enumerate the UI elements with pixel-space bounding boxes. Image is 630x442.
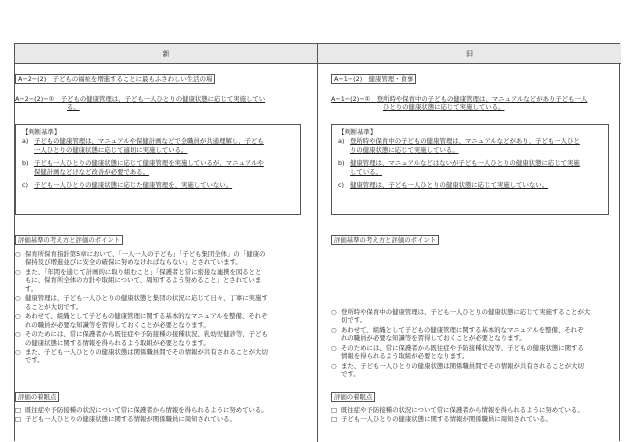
- point-line: 保持及び増進並びに安全の確保に努めなければならない」とされています。: [25, 258, 242, 267]
- bullet-icon: ○: [15, 312, 21, 321]
- point-line: れの職員が必要な知識等を習得しておくことが必要となります。: [341, 334, 526, 343]
- point-item: [331, 308, 615, 325]
- eval-heading-old: 評価の着眼点: [331, 392, 375, 402]
- criteria-title-new: 【判断基準】: [22, 128, 61, 136]
- eval-text: 既往症や予防接種の状況について常に保護者から情報を得られるように努めている。: [25, 406, 268, 414]
- point-text: [25, 312, 313, 329]
- bullet-icon: ○: [15, 330, 21, 339]
- criteria-label: a): [22, 137, 29, 146]
- point-item: [15, 312, 313, 329]
- point-line: です。: [341, 370, 360, 379]
- criteria-text: [350, 137, 602, 154]
- criteria-text: [34, 181, 294, 189]
- point-item: [15, 250, 313, 267]
- criteria-text: [34, 159, 294, 176]
- criteria-label: a): [338, 137, 345, 146]
- checkbox-icon: □: [15, 415, 22, 424]
- bullet-icon: ○: [15, 347, 21, 356]
- bullet-icon: ○: [15, 294, 21, 303]
- criteria-line: 子ども一人ひとりの健康状態に応じた健康管理を、実施していない。: [34, 181, 233, 190]
- criteria-line: している。: [350, 167, 382, 176]
- criteria-label: c): [338, 181, 345, 190]
- point-line: 保育所保育指針第5章において、「一人一人の子ども」「子ども集団全体」の「健康の: [25, 250, 266, 258]
- eval-text: 子ども一人ひとりの健康状態に関する情報が関係職員に周知されている。: [341, 415, 552, 424]
- item-heading-new: A−2−(2)−① 子どもの健康管理は、子ども一人ひとりの健康状態に応じて実施してい る。: [15, 95, 266, 112]
- point-line: そのためには、常に保護者から既往症や予防接種の接種状況、乳幼児健診等、子ども: [25, 330, 268, 339]
- point-text: [341, 308, 615, 325]
- point-item: [15, 268, 313, 293]
- criteria-line: 子どもの健康管理は、マニュアルや保健計画などで全職員が共通理解し、子ども: [34, 137, 264, 146]
- comparison-table: [14, 43, 620, 441]
- point-item: [331, 326, 615, 343]
- point-text: [341, 344, 615, 361]
- checkbox-icon: □: [15, 406, 22, 414]
- point-text: [25, 294, 313, 311]
- eval-item: [15, 415, 313, 423]
- point-text: [341, 326, 615, 343]
- criteria-box-new: [15, 124, 301, 215]
- point-line: また、子ども一人ひとりの健康状態は関係職員間でその情報が共有されることが大切: [341, 361, 584, 370]
- point-line: 登所時や保育中の健康管理は、子ども一人ひとりの健康状態に応じて実施することが大: [341, 308, 591, 316]
- criteria-item: [338, 159, 602, 176]
- criteria-item: [338, 137, 602, 154]
- eval-item: [331, 406, 615, 414]
- eval-item: [15, 406, 313, 414]
- column-new: [15, 64, 317, 441]
- header-new: 新: [15, 44, 317, 64]
- criteria-line: 一人ひとりの健康状態に応じて適切に実施している。: [34, 145, 188, 154]
- points-list-new: [15, 250, 313, 366]
- points-heading-new: 評価基準の考え方と評価のポイント: [15, 235, 123, 245]
- criteria-text: [350, 159, 602, 176]
- criteria-text: [350, 181, 602, 189]
- criteria-label: c): [22, 181, 29, 190]
- criteria-line: 健康管理は、マニュアルなどはないが子ども一人ひとりの健康状態に応じて実施: [350, 159, 580, 168]
- point-line: 健康管理は、子ども一人ひとりの健康状態と集団の状況に応じて日々、丁寧に実施す: [25, 294, 268, 303]
- point-line: す。: [25, 284, 38, 293]
- header-old: 旧: [318, 44, 621, 64]
- criteria-title-old: 【判断基準】: [338, 128, 377, 136]
- point-line: れの職員が必要な知識等を習得しておくことが必要となります。: [25, 320, 210, 329]
- point-item: [15, 348, 313, 365]
- checkbox-icon: □: [331, 406, 338, 414]
- criteria-line: 登所時や保育中の子どもの健康管理は、マニュアルなどがあり、子ども一人ひと: [350, 137, 580, 146]
- point-item: [15, 330, 313, 347]
- criteria-line: 保健計画などけなど改善が必要である。: [34, 167, 150, 176]
- criteria-text: [34, 137, 294, 154]
- bullet-icon: ○: [331, 343, 337, 352]
- point-line: また、「年間を通じて計画的に取り組むこと」「保護者と常に密接な連携を図るとと: [25, 267, 262, 276]
- point-item: [15, 294, 313, 311]
- point-line: あわせて、組織として子どもの健康管理に関する基本的なマニュアルを整備、それぞ: [25, 312, 268, 321]
- criteria-line: 子ども一人ひとりの健康状態に応じて健康管理を実施しているが、マニュアルや: [34, 159, 264, 168]
- point-line: の健康状態に関する情報を得られるよう取組が必要となります。: [25, 338, 210, 347]
- section-heading-new: A−2−(2) 子どもの福祉を増進することに最もふさわしい生活の場: [15, 74, 215, 84]
- point-item: [331, 344, 615, 361]
- eval-text: 子ども一人ひとりの健康状態に関する情報が関係職員に周知されている。: [25, 415, 236, 424]
- criteria-item: [22, 137, 294, 154]
- criteria-line: 健康管理は、子ども一人ひとりの健康状態に応じて実施していない。: [350, 181, 549, 190]
- criteria-label: b): [338, 159, 345, 168]
- bullet-icon: ○: [15, 250, 21, 258]
- bullet-icon: ○: [331, 325, 337, 334]
- point-line: ることが大切です。: [25, 302, 83, 311]
- point-line: また、子ども一人ひとりの健康状態は関係職員間でその情報が共有されることが大切: [25, 347, 268, 356]
- criteria-label: b): [22, 159, 29, 168]
- criteria-list-old: [338, 137, 602, 189]
- eval-heading-new: 評価の着眼点: [15, 392, 59, 402]
- criteria-box-old: [331, 124, 609, 215]
- eval-list-new: [15, 406, 313, 425]
- criteria-item: [22, 159, 294, 176]
- point-text: [341, 362, 615, 379]
- column-old: [318, 64, 621, 441]
- criteria-item: [22, 181, 294, 189]
- point-line: 情報を得られるよう取組が必要となります。: [341, 352, 469, 361]
- point-text: [25, 268, 313, 293]
- point-text: [25, 250, 313, 267]
- criteria-line: りの健康状態に応じて実施している。: [350, 145, 459, 154]
- bullet-icon: ○: [15, 267, 21, 276]
- points-list-old: [331, 308, 615, 380]
- eval-text: 既往症や予防接種の状況について常に保護者から情報を得られるように努めている。: [341, 406, 584, 414]
- eval-item: [331, 415, 615, 423]
- bullet-icon: ○: [331, 361, 337, 370]
- checkbox-icon: □: [331, 415, 338, 424]
- section-heading-old: A−1−(2) 健康管理・食事: [331, 74, 416, 84]
- bullet-icon: ○: [331, 308, 337, 316]
- points-heading-old: 評価基準の考え方と評価のポイント: [331, 235, 439, 245]
- criteria-item: [338, 181, 602, 189]
- point-line: そのためには、常に保護者から既往症や予防接種状況等、子どもの健康状態に関する: [341, 343, 584, 352]
- point-line: あわせて、組織として子どもの健康管理に関する基本的なマニュアルを整備、それぞ: [341, 325, 584, 334]
- point-line: です。: [25, 356, 44, 365]
- point-line: もに、保育所全体の方針や取組について、周知するよう努めること」とされていま: [25, 276, 262, 285]
- eval-list-old: [331, 406, 615, 425]
- point-text: [25, 330, 313, 347]
- criteria-list-new: [22, 137, 294, 189]
- item-heading-old: A−1−(2)−① 登所時や保育中の子どもの健康管理は、マニュアルなどがあり子ども一人 ひとりの健康状態に応じて実施している。: [331, 95, 588, 112]
- point-item: [331, 362, 615, 379]
- point-text: [25, 348, 313, 365]
- point-line: 切です。: [341, 316, 367, 325]
